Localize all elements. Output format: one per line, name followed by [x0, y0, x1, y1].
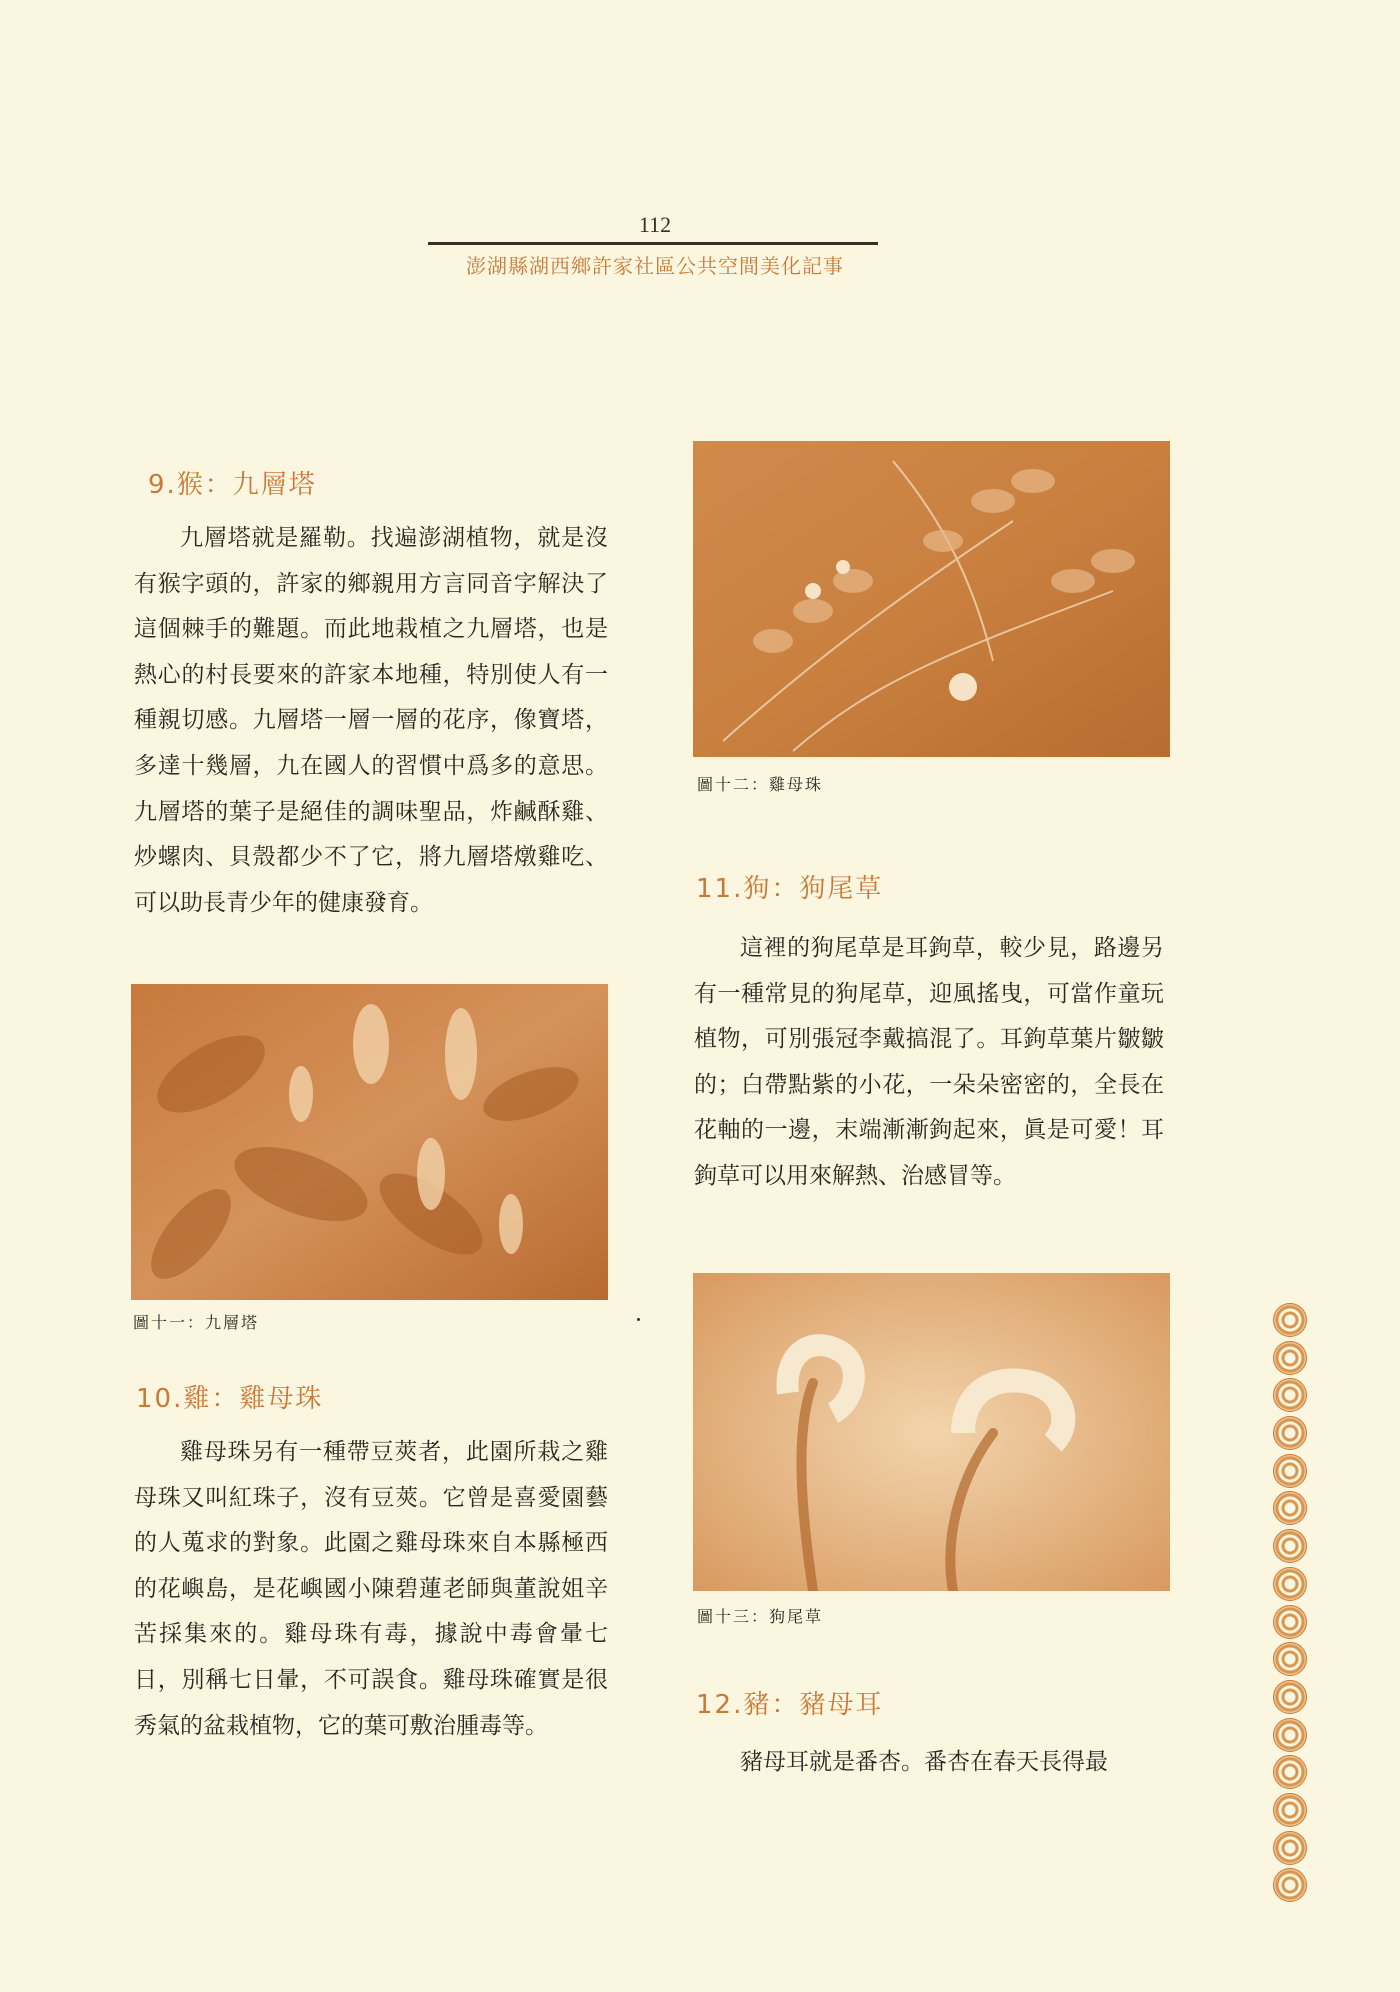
ornament-medallion-icon: [1273, 1378, 1307, 1412]
running-title: 澎湖縣湖西鄉許家社區公共空間美化記事: [466, 254, 844, 278]
section-heading-10: 10.雞：雞母珠: [136, 1384, 324, 1414]
ornament-medallion-icon: [1273, 1793, 1307, 1827]
figure-13-photo: [693, 1273, 1170, 1591]
ornament-medallion-icon: [1273, 1755, 1307, 1789]
section-paragraph-9: 九層塔就是羅勒。找遍澎湖植物，就是沒有猴字頭的，許家的鄉親用方言同音字解決了這個棘手的難題。而此地栽植之九層塔，也是熱心的村長要來的許家本地種，特別使人有一種親切感。九層塔一層一層的花序，像寶塔，多達十幾層，九在國人的習慣中爲多的意思。九層塔的葉子是絕佳的調味聖品，炸鹹酥雞、炒螺肉、貝殼都少不了它，將九層塔燉雞吃、可以助長青少年的健康發育。: [134, 525, 608, 916]
stray-dot: [637, 1318, 640, 1321]
figure-11-photo: [131, 984, 608, 1300]
header-rule: [428, 242, 878, 245]
ornament-medallion-icon: [1273, 1341, 1307, 1375]
ornament-medallion-icon: [1273, 1303, 1307, 1337]
ornament-medallion-icon: [1273, 1416, 1307, 1450]
section-heading-11: 11.狗：狗尾草: [696, 874, 884, 904]
ornament-medallion-icon: [1273, 1567, 1307, 1601]
section-heading-9: 9.猴：九層塔: [148, 470, 317, 500]
figure-12-photo: [693, 441, 1170, 757]
ornament-medallion-icon: [1273, 1491, 1307, 1525]
figure-13-caption: 圖十三：狗尾草: [697, 1607, 824, 1626]
ornament-medallion-icon: [1273, 1868, 1307, 1902]
ornament-medallion-icon: [1273, 1529, 1307, 1563]
figure-12-caption: 圖十二：雞母珠: [697, 775, 824, 794]
ornament-medallion-icon: [1273, 1605, 1307, 1639]
section-paragraph-10: 雞母珠另有一種帶豆莢者，此園所栽之雞母珠又叫紅珠子，沒有豆莢。它曾是喜愛園藝的人蒐求的對象。此園之雞母珠來自本縣極西的花嶼島，是花嶼國小陳碧蓮老師與董說姐辛苦採集來的。雞母珠有毒，據說中毒會暈七日，別稱七日暈，不可誤食。雞母珠確實是很秀氣的盆栽植物，它的葉可敷治腫毒等。: [134, 1439, 608, 1739]
ornament-column: [1262, 1303, 1318, 1906]
ornament-medallion-icon: [1273, 1680, 1307, 1714]
section-paragraph-12: 豬母耳就是番杏。番杏在春天長得最: [740, 1749, 1108, 1775]
section-heading-12: 12.豬：豬母耳: [696, 1690, 884, 1720]
figure-11-caption: 圖十一：九層塔: [133, 1313, 260, 1332]
ornament-medallion-icon: [1273, 1454, 1307, 1488]
ornament-medallion-icon: [1273, 1718, 1307, 1752]
ornament-medallion-icon: [1273, 1642, 1307, 1676]
page-number: 112: [638, 212, 672, 237]
ornament-medallion-icon: [1273, 1831, 1307, 1865]
section-paragraph-11: 這裡的狗尾草是耳鉤草，較少見，路邊另有一種常見的狗尾草，迎風搖曳，可當作童玩植物，可別張冠李戴搞混了。耳鉤草葉片皺皺的；白帶點紫的小花，一朵朵密密的，全長在花軸的一邊，末端漸漸鉤起來，眞是可愛！耳鉤草可以用來解熱、治感冒等。: [694, 935, 1164, 1189]
